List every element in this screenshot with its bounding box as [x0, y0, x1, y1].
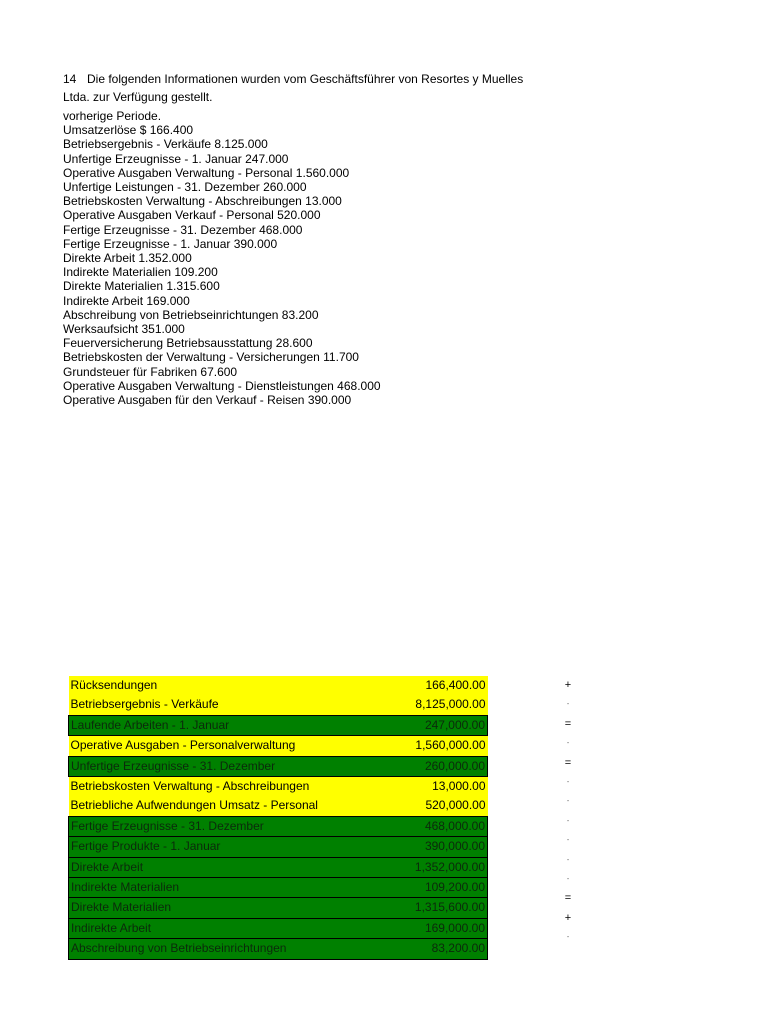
table-row [69, 816, 488, 836]
row-label: Indirekte Arbeit [69, 918, 394, 938]
classification-table [68, 676, 488, 960]
problem-statement [63, 70, 583, 106]
problem-heading-line [63, 70, 583, 88]
information-list [63, 109, 583, 407]
information-item: Umsatzerlöse $ 166.400 [63, 123, 194, 138]
table-row [69, 715, 488, 735]
row-label: Betriebliche Aufwendungen Umsatz - Personal [69, 796, 394, 816]
row-label: Unfertige Erzeugnisse - 31. Dezember [69, 756, 394, 776]
information-item: Feuerversicherung Betriebsausstattung 28.600 [63, 336, 313, 351]
row-value: 1,315,600.00 [393, 898, 488, 918]
row-label: Fertige Produkte - 1. Januar [69, 837, 394, 857]
row-label: Fertige Erzeugnisse - 31. Dezember [69, 816, 394, 836]
information-item: Grundsteuer für Fabriken 67.600 [63, 364, 238, 379]
row-value: 1,352,000.00 [393, 857, 488, 877]
information-item: Betriebsergebnis - Verkäufe 8.125.000 [63, 137, 268, 152]
operator-sign: - [566, 856, 570, 864]
operator-sign: - [566, 798, 570, 806]
problem-number: 14 [63, 72, 77, 86]
operator-column [558, 676, 578, 947]
row-value: 520,000.00 [393, 796, 488, 816]
table-row [69, 918, 488, 938]
operator-sign: - [566, 740, 570, 748]
row-value: 169,000.00 [393, 918, 488, 938]
operator-sign: - [566, 837, 570, 845]
row-value: 390,000.00 [393, 837, 488, 857]
table-row [69, 736, 488, 756]
row-label: Abschreibung von Betriebseinrichtungen [69, 939, 394, 959]
row-label: Laufende Arbeiten - 1. Januar [69, 715, 394, 735]
information-item: Indirekte Materialien 109.200 [63, 265, 218, 280]
problem-intro-line-2: Ltda. zur Verfügung gestellt. [63, 90, 213, 104]
table-row [69, 939, 488, 959]
row-value: 83,200.00 [393, 939, 488, 959]
row-label: Direkte Materialien [69, 898, 394, 918]
operator-sign: - [566, 778, 570, 786]
row-label: Rücksendungen [69, 676, 394, 695]
information-item: Direkte Arbeit 1.352.000 [63, 251, 192, 266]
information-item: vorherige Periode. [63, 109, 162, 123]
table-row [69, 695, 488, 715]
operator-sign: = [564, 756, 572, 769]
information-item: Unfertige Erzeugnisse - 1. Januar 247.000 [63, 151, 289, 166]
information-item: Betriebskosten Verwaltung - Abschreibungen 13.000 [63, 194, 342, 209]
row-label: Indirekte Materialien [69, 878, 394, 898]
information-item: Operative Ausgaben Verwaltung - Dienstleistungen 468.000 [63, 378, 381, 393]
operator-sign: = [564, 892, 572, 905]
row-value: 13,000.00 [393, 777, 488, 797]
operator-sign: = [564, 717, 572, 730]
information-item: Fertige Erzeugnisse - 1. Januar 390.000 [63, 236, 278, 251]
operator-sign: - [566, 934, 570, 942]
information-item: Operative Ausgaben Verwaltung - Personal 1.560.000 [63, 165, 350, 180]
row-value: 468,000.00 [393, 816, 488, 836]
information-item: Unfertige Leistungen - 31. Dezember 260.000 [63, 180, 307, 195]
problem-intro-line-1: Die folgenden Informationen wurden vom Geschäftsführer von Resortes y Muelles [87, 72, 524, 86]
table-row [69, 676, 488, 695]
table-row [69, 898, 488, 918]
row-value: 247,000.00 [393, 715, 488, 735]
row-label: Betriebsergebnis - Verkäufe [69, 695, 394, 715]
row-label: Operative Ausgaben - Personalverwaltung [69, 736, 394, 756]
operator-sign: - [566, 875, 570, 883]
table-row [69, 796, 488, 816]
row-value: 109,200.00 [393, 878, 488, 898]
operator-sign: - [566, 701, 570, 709]
information-item: Abschreibung von Betriebseinrichtungen 83.200 [63, 307, 319, 322]
information-item: Direkte Materialien 1.315.600 [63, 279, 220, 294]
table-row [69, 777, 488, 797]
table-row [69, 878, 488, 898]
table-row [69, 756, 488, 776]
operator-sign: + [564, 911, 572, 924]
information-item: Betriebskosten der Verwaltung - Versicherungen 11.700 [63, 350, 359, 365]
information-item: Operative Ausgaben für den Verkauf - Reisen 390.000 [63, 393, 352, 408]
row-value: 260,000.00 [393, 756, 488, 776]
row-value: 1,560,000.00 [393, 736, 488, 756]
information-item: Operative Ausgaben Verkauf - Personal 520.000 [63, 208, 321, 223]
information-item: Indirekte Arbeit 169.000 [63, 293, 190, 308]
operator-sign: + [564, 679, 572, 691]
table-row [69, 837, 488, 857]
operator-sign: - [566, 817, 570, 825]
information-item: Fertige Erzeugnisse - 31. Dezember 468.000 [63, 222, 303, 237]
table-row [69, 857, 488, 877]
row-label: Direkte Arbeit [69, 857, 394, 877]
row-value: 8,125,000.00 [393, 695, 488, 715]
row-value: 166,400.00 [393, 676, 488, 695]
information-item: Werksaufsicht 351.000 [63, 322, 185, 337]
row-label: Betriebskosten Verwaltung - Abschreibungen [69, 777, 394, 797]
